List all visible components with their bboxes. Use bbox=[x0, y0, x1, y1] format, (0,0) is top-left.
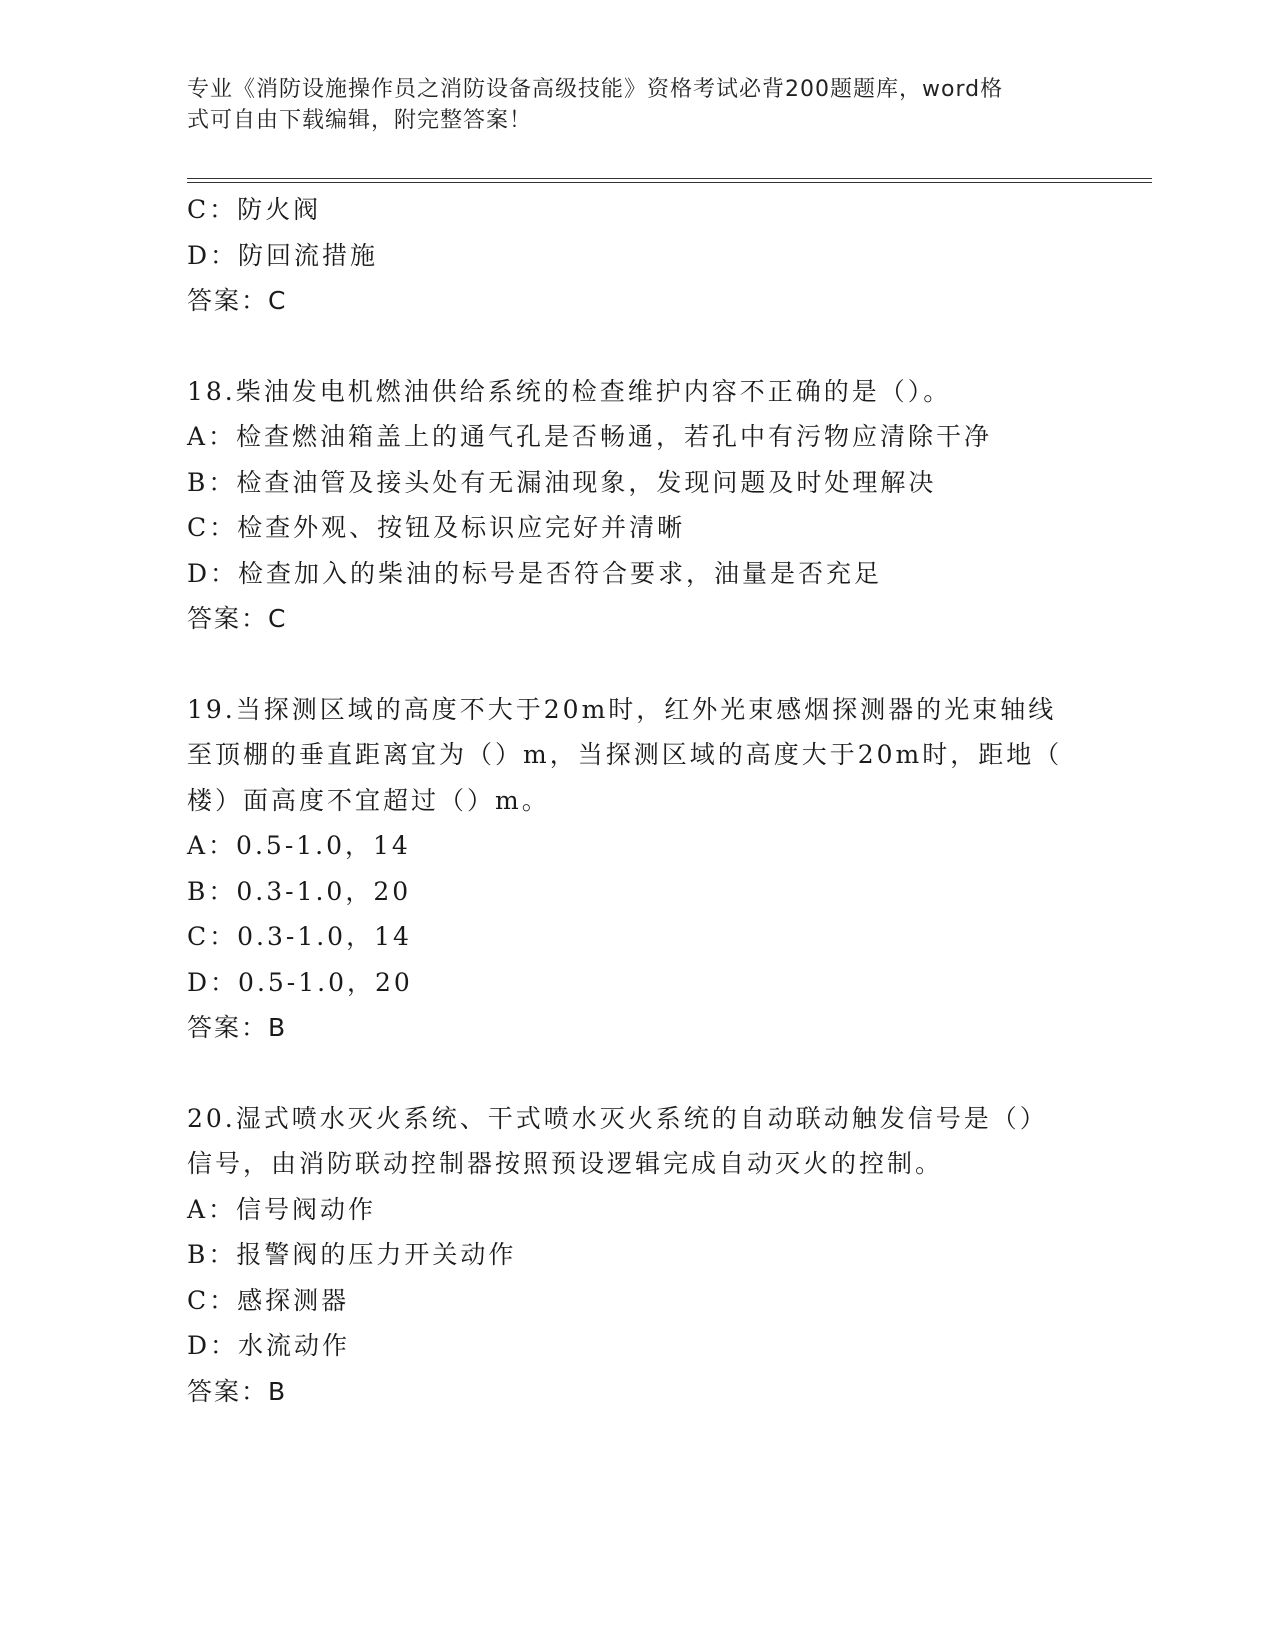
answer-line: 答案：C bbox=[187, 604, 288, 633]
header-divider-top bbox=[187, 178, 1152, 179]
question-stem-line-2: 至顶棚的垂直距离宜为（）m，当探测区域的高度大于20m时，距地（ bbox=[187, 740, 1063, 769]
document-header bbox=[187, 74, 1067, 136]
option-c: C：检查外观、按钮及标识应完好并清晰 bbox=[187, 513, 686, 542]
question-stem-line-2: 信号，由消防联动控制器按照预设逻辑完成自动灭火的控制。 bbox=[187, 1149, 944, 1178]
answer-line: 答案：B bbox=[187, 1013, 288, 1042]
option-d: D：防回流措施 bbox=[187, 240, 379, 270]
question-18 bbox=[187, 369, 1087, 642]
question-stem-line-3: 楼）面高度不宜超过（）m。 bbox=[187, 785, 550, 815]
spacer bbox=[187, 642, 1087, 687]
header-title-line-1: 专业《消防设施操作员之消防设备高级技能》资格考试必背200题题库，word格 bbox=[187, 77, 1004, 102]
question-17-continued bbox=[187, 187, 1087, 324]
spacer bbox=[187, 1051, 1087, 1096]
question-stem-line-1: 19.当探测区域的高度不大于20m时，红外光束感烟探测器的光束轴线 bbox=[187, 694, 1057, 724]
option-c: C：0.3-1.0，14 bbox=[187, 922, 412, 951]
option-d: D：水流动作 bbox=[187, 1331, 351, 1360]
option-a: A：检查燃油箱盖上的通气孔是否畅通，若孔中有污物应清除干净 bbox=[187, 422, 993, 451]
question-list bbox=[187, 187, 1087, 1414]
header-divider-bottom bbox=[187, 182, 1152, 183]
option-b: B：检查油管及接头处有无漏油现象，发现问题及时处理解决 bbox=[187, 467, 937, 497]
option-a: A：0.5-1.0，14 bbox=[187, 831, 411, 860]
question-19 bbox=[187, 687, 1087, 1051]
header-title-line-2: 式可自由下载编辑，附完整答案！ bbox=[187, 108, 533, 133]
option-a: A：信号阀动作 bbox=[187, 1194, 377, 1224]
question-20 bbox=[187, 1096, 1087, 1415]
option-d: D：0.5-1.0，20 bbox=[187, 967, 413, 997]
option-b: B：0.3-1.0，20 bbox=[187, 876, 412, 906]
option-c: C：防火阀 bbox=[187, 195, 322, 224]
option-b: B：报警阀的压力开关动作 bbox=[187, 1240, 517, 1269]
question-stem: 18.柴油发电机燃油供给系统的检查维护内容不正确的是（）。 bbox=[187, 376, 952, 406]
question-stem-line-1: 20.湿式喷水灭火系统、干式喷水灭火系统的自动联动触发信号是（） bbox=[187, 1103, 1048, 1133]
answer-line: 答案：B bbox=[187, 1376, 288, 1406]
option-c: C：感探测器 bbox=[187, 1285, 350, 1315]
answer-line: 答案：C bbox=[187, 286, 288, 315]
spacer bbox=[187, 324, 1087, 369]
option-d: D：检查加入的柴油的标号是否符合要求，油量是否充足 bbox=[187, 558, 883, 588]
